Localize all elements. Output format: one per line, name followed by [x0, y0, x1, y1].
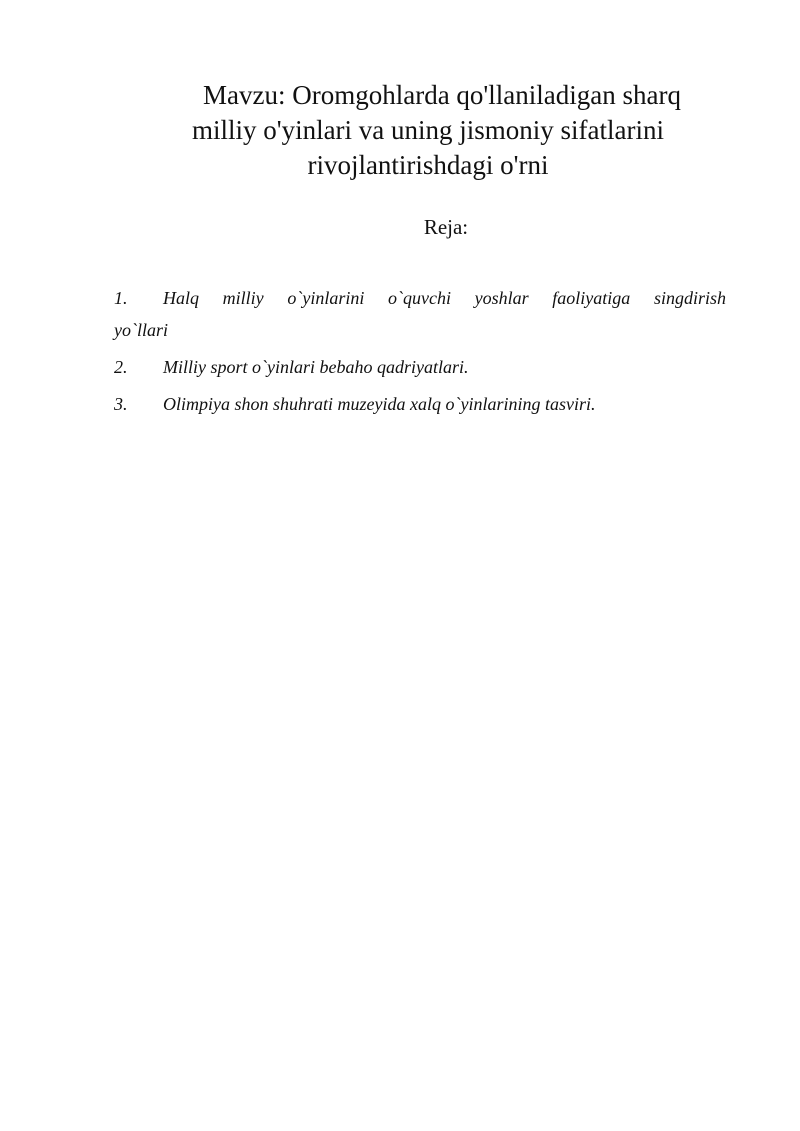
plan-item-text: Olimpiya shon shuhrati muzeyida xalq o`yinlarining tasviri.	[163, 394, 596, 414]
plan-item-text-continuation: yo`llari	[114, 320, 168, 340]
plan-item-3	[114, 388, 726, 420]
plan-item-text: Halq milliy o`yinlarini o`quvchi yoshlar faoliyatiga singdirish	[163, 288, 726, 308]
document-title	[110, 78, 746, 183]
plan-item-number: 1.	[114, 288, 128, 308]
title-line: milliy o'yinlari va uning jismoniy sifatlarini	[191, 115, 665, 145]
plan-item-2	[114, 351, 726, 383]
plan-item-number: 3.	[114, 394, 128, 414]
title-line: rivojlantirishdagi o'rni	[307, 150, 549, 180]
plan-heading: Reja:	[423, 215, 469, 239]
plan-item-text: Milliy sport o`yinlari bebaho qadriyatlari.	[163, 357, 469, 377]
title-line: Mavzu: Oromgohlarda qo'llaniladigan sharq	[203, 80, 681, 110]
plan-item-1	[114, 282, 726, 346]
plan-item-1-first-line	[114, 282, 726, 314]
plan-item-number: 2.	[114, 357, 128, 377]
plan-list	[114, 282, 726, 425]
